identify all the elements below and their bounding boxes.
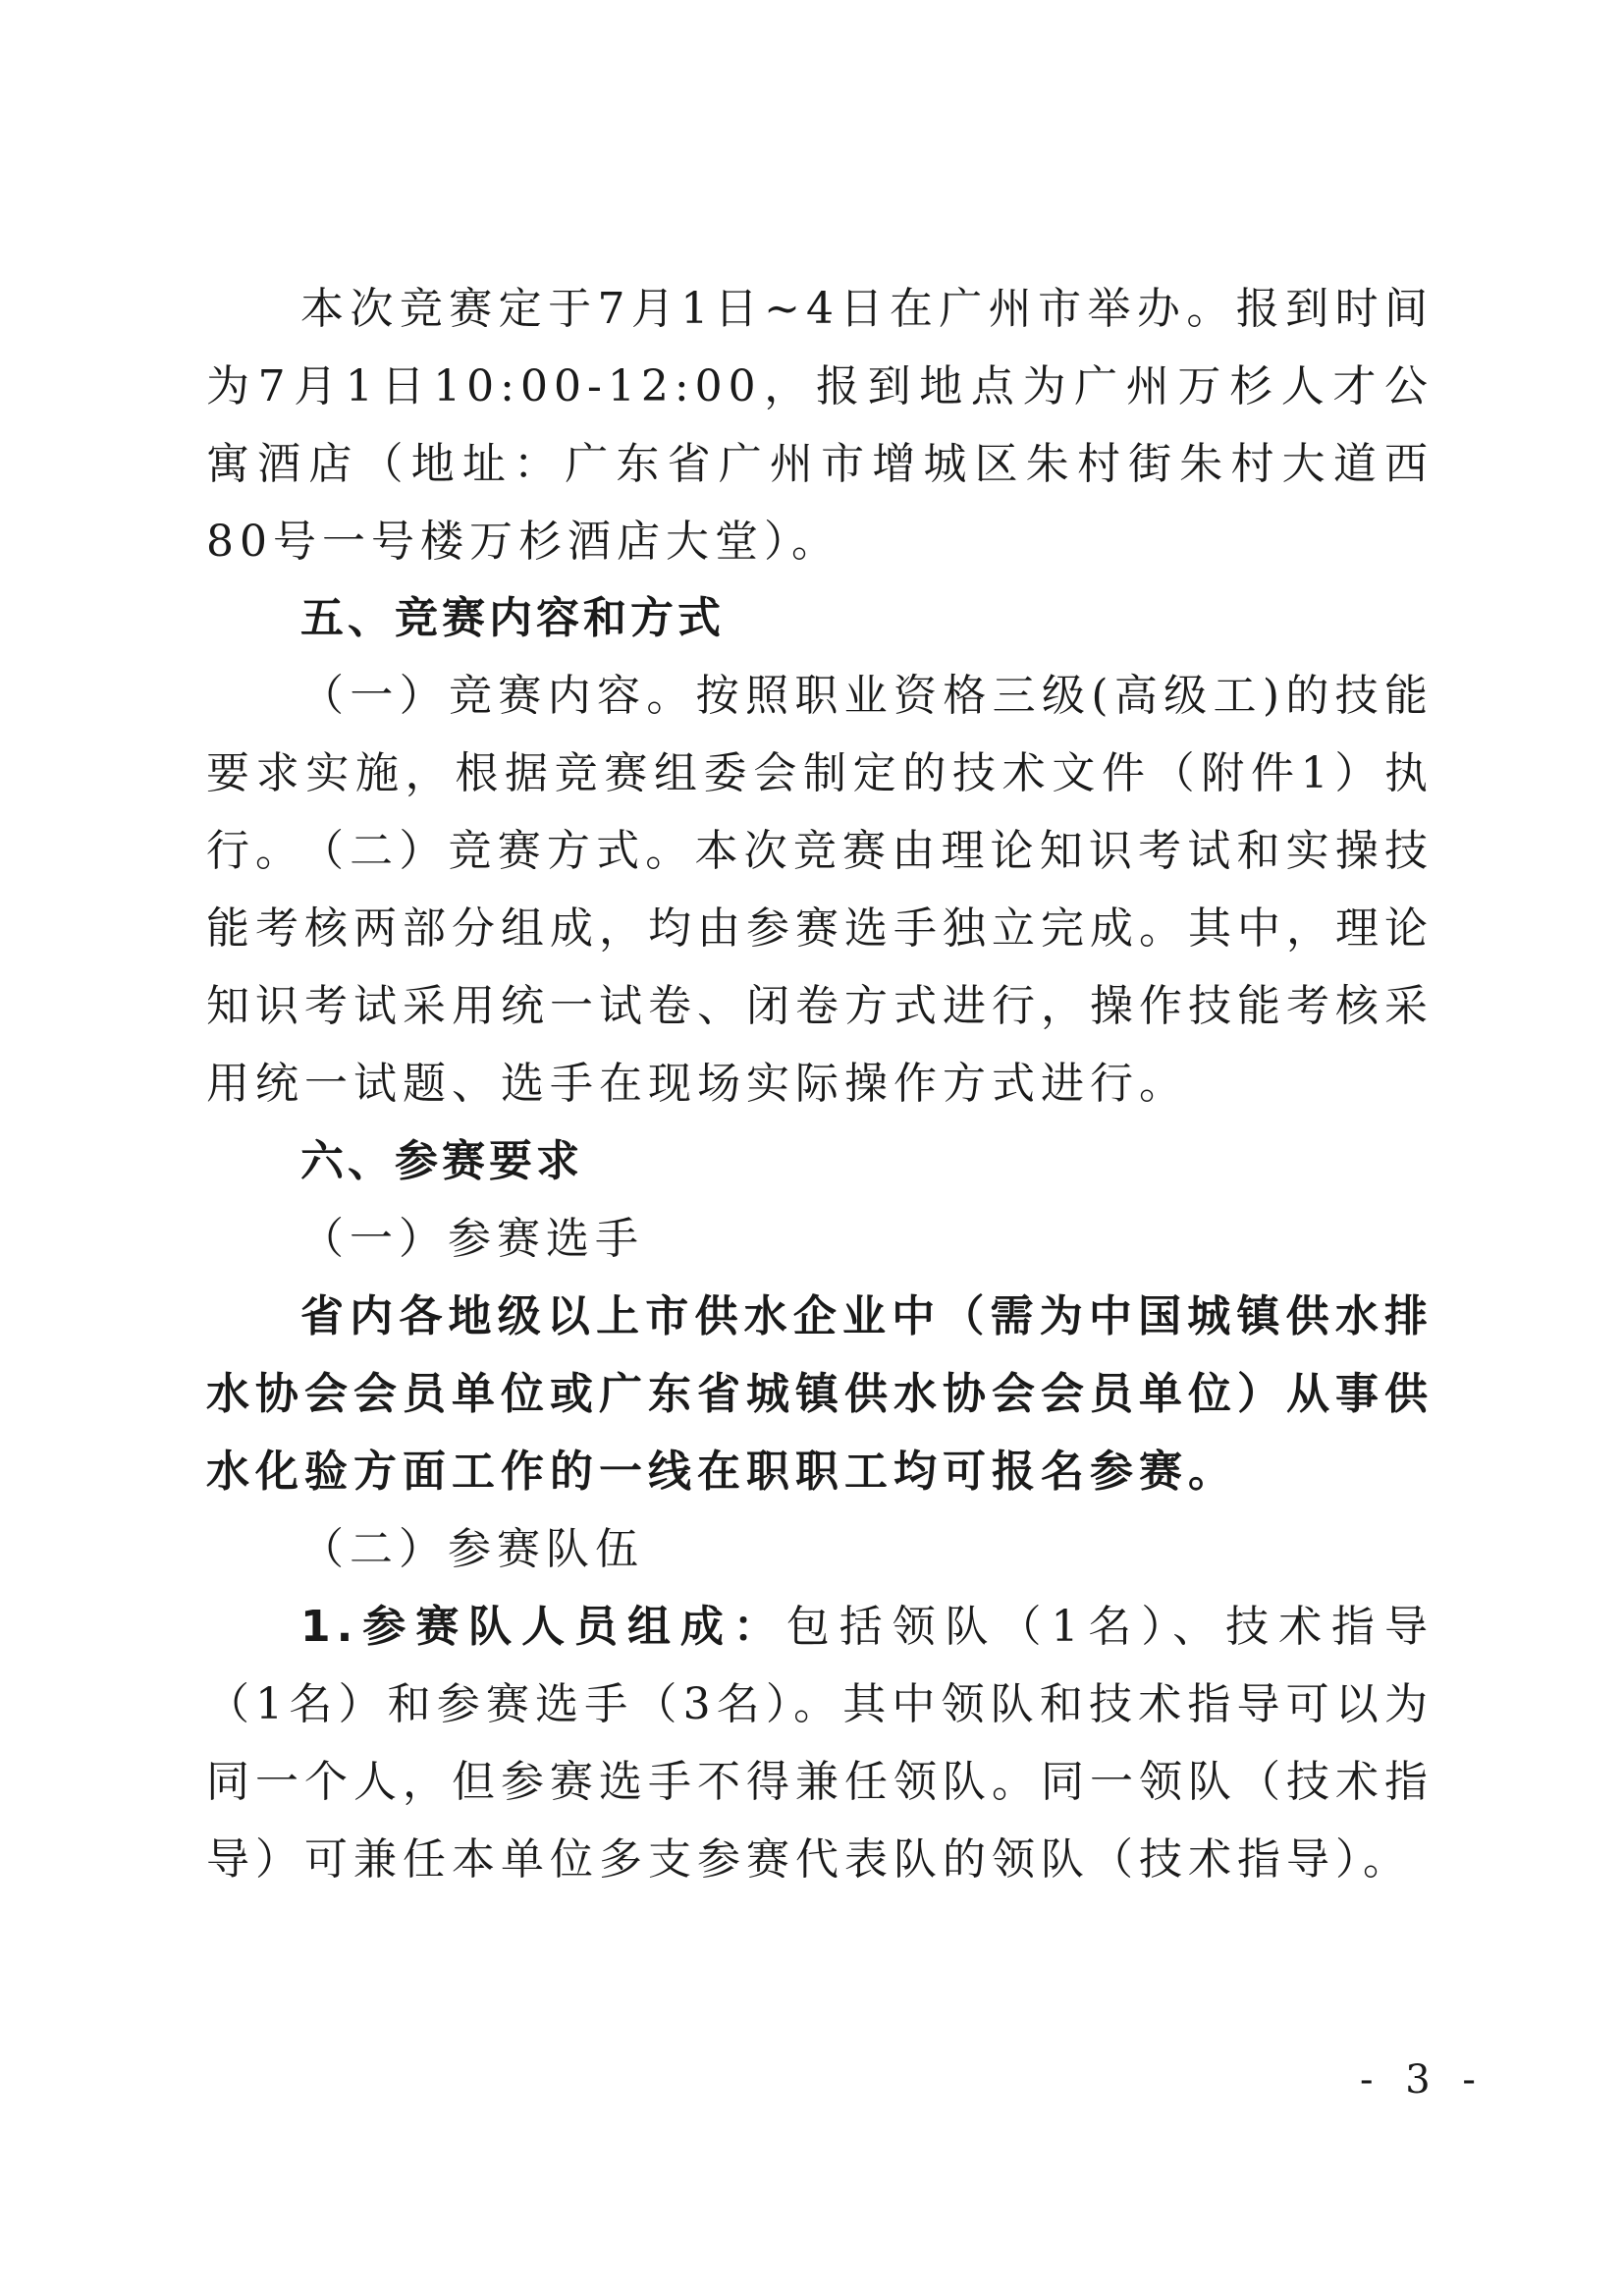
subsection-heading-2: （二）参赛队伍 [300,1524,644,1574]
paragraph-team-composition [206,1588,1434,1898]
team-composition-body: 包括领队（1名）、技术指导（1名）和参赛选手（3名）。其中领队和技术指导可以为同一个人，但参赛选手不得兼任领队。同一领队（技术指导）可兼任本单位多支参赛代表队的领队（技术指导）。 [206,1602,1434,1885]
paragraph-content: （一）竞赛内容。按照职业资格三级(高级工)的技能要求实施，根据竞赛组委会制定的技术文件（附件1）执行。 [206,671,1434,876]
team-composition-lead: 1.参赛队人员组成： [300,1602,786,1652]
page-number: - 3 - [1360,2057,1486,2103]
paragraph-method: （二）竞赛方式。本次竞赛由理论知识考试和实操技能考核两部分组成，均由参赛选手独立完成。其中，理论知识考试采用统一试卷、闭卷方式进行，操作技能考核采用统一试题、选手在现场实际操作方式进行。 [206,826,1434,1109]
section-heading-6: 六、参赛要求 [300,1136,583,1186]
paragraph-schedule: 本次竞赛定于7月1日~4日在广州市举办。报到时间为7月1日10:00-12:00，报到地点为广州万杉人才公寓酒店（地址：广东省广州市增城区朱村街朱村大道西80号一号楼万杉酒店大堂）。 [206,284,1434,567]
section-heading-5: 五、竞赛内容和方式 [300,593,725,643]
subsection-heading-1: （一）参赛选手 [300,1214,644,1264]
paragraph-eligibility: 省内各地级以上市供水企业中（需为中国城镇供水排水协会会员单位或广东省城镇供水协会会员单位）从事供水化验方面工作的一线在职职工均可报名参赛。 [206,1291,1434,1497]
